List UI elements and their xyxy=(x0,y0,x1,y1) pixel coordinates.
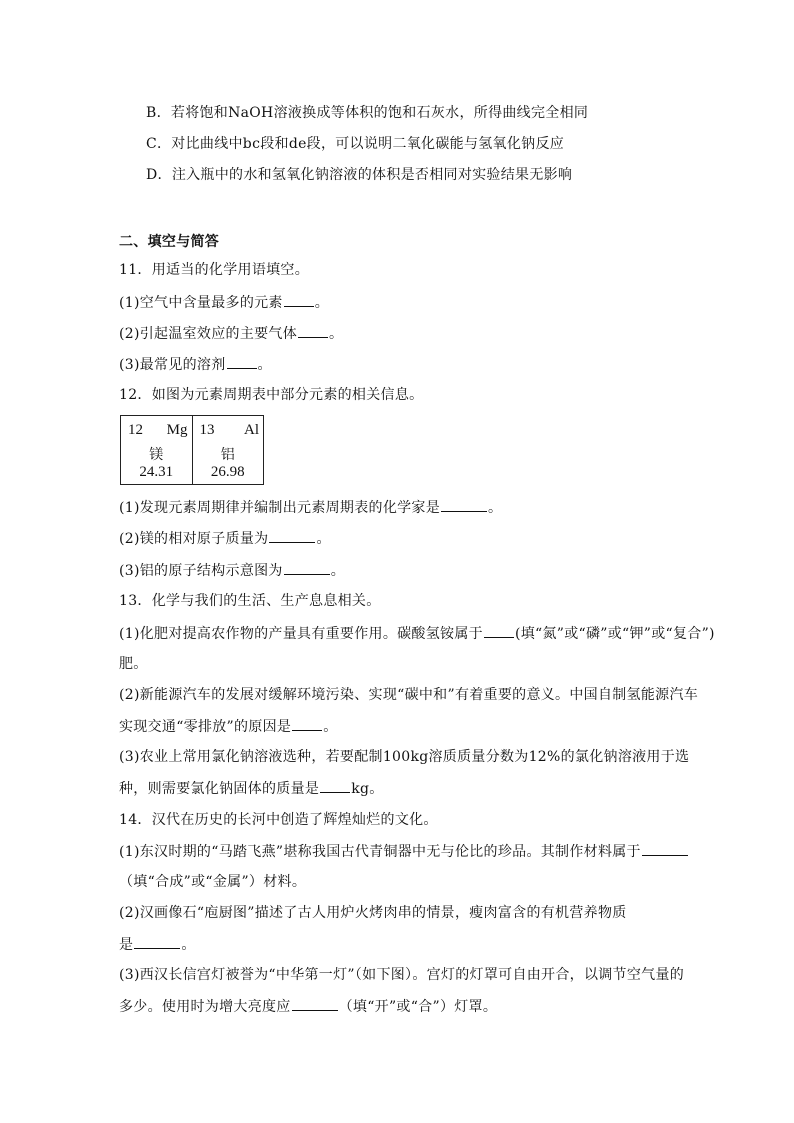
q12-part3-text: (3)铝的原子结构示意图为 xyxy=(119,563,283,579)
answer-blank[interactable] xyxy=(284,560,330,575)
period: 。 xyxy=(181,937,196,953)
element-symbol: Mg xyxy=(166,422,188,438)
q14-part3: (3)西汉长信宫灯被誉为“中华第一灯”（如下图）。宫灯的灯罩可自由开合，以调节空气量的 xyxy=(119,967,685,983)
q12-part1 xyxy=(119,497,502,518)
q13-part3-text: 种，则需要氯化钠固体的质量是 xyxy=(119,781,320,797)
answer-blank[interactable] xyxy=(298,323,328,338)
element-cell-al xyxy=(192,416,264,484)
unit: kg。 xyxy=(351,781,384,797)
option-d: D．注入瓶中的水和氢氧化钠溶液的体积是否相同对实验结果无影响 xyxy=(146,167,573,183)
q12-stem: 12．如图为元素周期表中部分元素的相关信息。 xyxy=(119,387,424,403)
element-name: 镁 xyxy=(149,447,164,463)
answer-blank[interactable] xyxy=(642,841,688,856)
q14-part2-cont xyxy=(119,934,196,955)
q14-part3-hint: （填“开”或“合”）灯罩。 xyxy=(338,999,498,1015)
q11-part1-text: (1)空气中含量最多的元素 xyxy=(119,295,283,311)
atomic-mass: 24.31 xyxy=(139,464,174,480)
answer-blank[interactable] xyxy=(134,934,180,949)
q14-part1 xyxy=(119,841,689,862)
period: 。 xyxy=(329,326,344,342)
q14-part3-text: 多少。使用时为增大亮度应 xyxy=(119,999,291,1015)
q13-part2-text: 实现交通“零排放”的原因是 xyxy=(119,719,292,735)
q13-part1-cont: 肥。 xyxy=(119,656,148,672)
q13-part2: (2)新能源汽车的发展对缓解环境污染、实现“碳中和”有着重要的意义。中国自制氢能源汽车 xyxy=(119,687,699,703)
q13-part1 xyxy=(119,623,715,644)
period: 。 xyxy=(488,500,503,516)
q14-part1-text: (1)东汉时期的“马踏飞燕”堪称我国古代青铜器中无与伦比的珍品。其制作材料属于 xyxy=(119,844,641,860)
q14-part2-text: 是 xyxy=(119,937,134,953)
answer-blank[interactable] xyxy=(441,497,487,512)
q14-part3-cont xyxy=(119,996,497,1017)
q11-part3-text: (3)最常见的溶剂 xyxy=(119,357,226,373)
period: 。 xyxy=(316,531,331,547)
q11-part1 xyxy=(119,292,329,313)
element-cell-mg xyxy=(121,416,192,484)
q11-part3 xyxy=(119,354,272,375)
answer-blank[interactable] xyxy=(484,623,514,638)
q13-part3-cont xyxy=(119,778,384,799)
periodic-table-excerpt xyxy=(120,415,264,485)
q14-part1-cont: （填“合成”或“金属”）材料。 xyxy=(119,874,307,890)
answer-blank[interactable] xyxy=(292,996,338,1011)
atomic-number: 13 xyxy=(199,422,215,438)
answer-blank[interactable] xyxy=(269,528,315,543)
q11-stem: 11．用适当的化学用语填空。 xyxy=(119,262,310,278)
q14-stem: 14．汉代在历史的长河中创造了辉煌灿烂的文化。 xyxy=(119,812,438,828)
q13-part1-text: (1)化肥对提高农作物的产量具有重要作用。碳酸氢铵属于 xyxy=(119,626,483,642)
option-c: C．对比曲线中bc段和de段，可以说明二氧化碳能与氢氧化钠反应 xyxy=(146,136,565,152)
section-title: 二、填空与简答 xyxy=(119,234,220,250)
q13-part2-cont xyxy=(119,716,338,737)
answer-blank[interactable] xyxy=(292,716,322,731)
option-b: B．若将饱和NaOH溶液换成等体积的饱和石灰水，所得曲线完全相同 xyxy=(146,105,589,121)
atomic-mass: 26.98 xyxy=(210,464,245,480)
period: 。 xyxy=(257,357,272,373)
element-name: 铝 xyxy=(220,447,235,463)
atomic-number: 12 xyxy=(128,422,143,438)
q11-part2 xyxy=(119,323,343,344)
period: 。 xyxy=(314,295,330,311)
element-symbol: Al xyxy=(244,422,259,438)
answer-blank[interactable] xyxy=(284,292,314,307)
q11-part2-text: (2)引起温室效应的主要气体 xyxy=(119,326,298,342)
q14-part2: (2)汉画像石“庖厨图”描述了古人用炉火烤肉串的情景，瘦肉富含的有机营养物质 xyxy=(119,905,627,921)
answer-blank[interactable] xyxy=(320,778,350,793)
q13-stem: 13．化学与我们的生活、生产息息相关。 xyxy=(119,593,381,609)
q12-part1-text: (1)发现元素周期律并编制出元素周期表的化学家是 xyxy=(119,500,441,516)
q13-part1-hint: (填“氮”或“磷”或“钾”或“复合”) xyxy=(514,626,715,642)
q12-part3 xyxy=(119,560,345,581)
q12-part2-text: (2)镁的相对原子质量为 xyxy=(119,531,269,547)
period: 。 xyxy=(330,563,346,579)
q12-part2 xyxy=(119,528,331,549)
period: 。 xyxy=(323,719,338,735)
answer-blank[interactable] xyxy=(227,354,257,369)
q13-part3: (3)农业上常用氯化钠溶液选种，若要配制100kg溶质质量分数为12%的氯化钠溶液用于选 xyxy=(119,749,690,765)
